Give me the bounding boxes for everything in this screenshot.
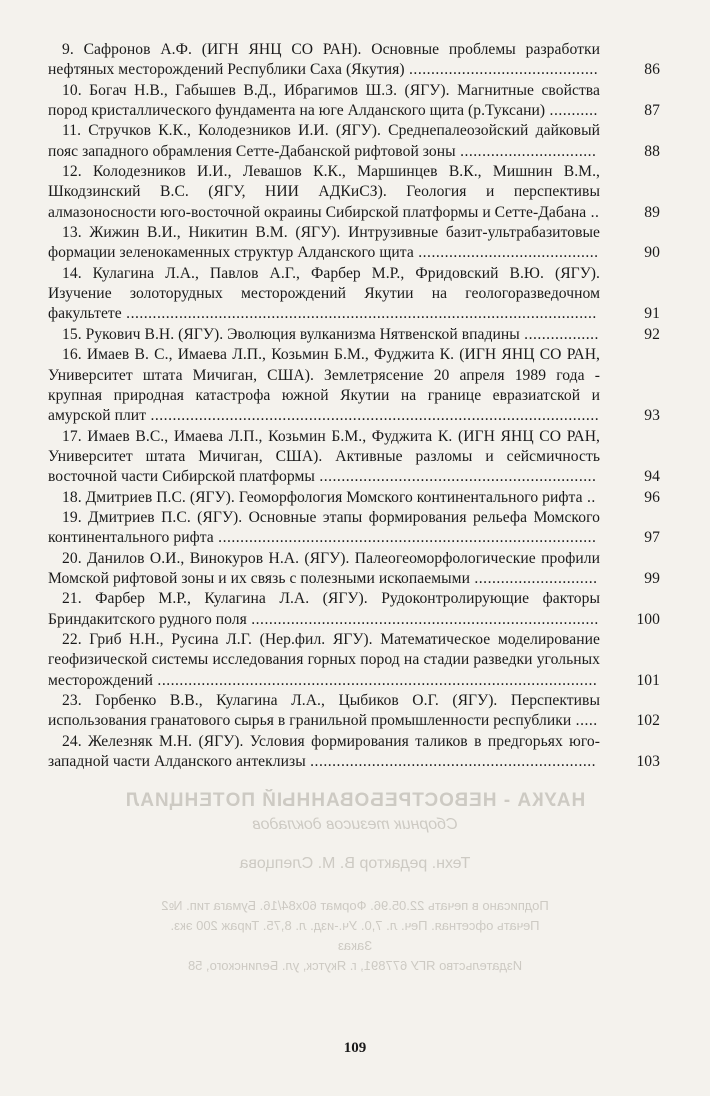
dot-leader: ......................................... [413,244,599,262]
bleed-through-subtitle: Сборник тезисов докладов [252,816,458,833]
toc-entry [48,589,660,630]
toc-entry [48,223,660,264]
page-number: 109 [343,1040,367,1056]
toc-page-number: 87 [644,102,660,120]
dot-leader: ................. [519,325,599,343]
dot-leader: ...................................................................................................... [146,407,600,425]
toc-page-number: 91 [644,305,660,323]
toc-entry-text: 22. Гриб Н.Н., Русина Л.Г. (Нер.фил. ЯГУ). Математическое моделирование геофизической системы исследования горных пород на стадии разведки угольных месторождений [48,630,600,689]
toc-entry-text: 18. Дмитриев П.С. (ЯГУ). Геоморфология Момского континентального рифта [62,488,583,506]
toc-entry-text: 21. Фарбер М.Р., Кулагина Л.А. (ЯГУ). Рудоконтролирующие факторы Бриндакитского рудного поля [48,590,600,628]
toc-entry-text: 16. Имаев В. С., Имаева Л.П., Козьмин Б.М., Фуджита К. (ИГН ЯНЦ СО РАН, Университет штата Мичиган, США). Землетрясение 20 апреля 1989 года - крупная природная катастрофа южной Якутии на границе евразиатской и амурской плит [48,346,600,425]
toc-entry [48,162,660,223]
dot-leader: .. [586,203,600,221]
toc-page-number: 93 [644,407,660,425]
dot-leader: ........................................................................................................... [121,305,597,323]
dot-leader: ........................................... [404,61,599,79]
toc-page-number: 100 [636,610,660,628]
toc-page-number: 97 [644,529,660,547]
toc-entry [48,325,660,345]
toc-entry [48,121,660,162]
toc-entry [48,488,660,508]
toc-entry-text: 24. Железняк М.Н. (ЯГУ). Условия формирования таликов в предгорьях юго-западной части Алданского антеклизы [48,732,600,771]
toc-entry [48,81,660,122]
bleed-through-imprint-line: Заказ [337,938,373,953]
toc-entry-text: 10. Богач Н.В., Габышев В.Д., Ибрагимов Ш.З. (ЯГУ). Магнитные свойства пород кристаллического фундамента на юге Алданского щита (р.Туксани) [48,81,600,120]
toc-entry [48,508,660,549]
bleed-through-title: НАУКА - НЕВОСТРЕБОВАННЫЙ ПОТЕНЦИАЛ [124,790,586,811]
toc-page-number: 90 [644,244,660,262]
toc-entry [48,732,660,773]
dot-leader: .................................................................................................... [153,671,598,689]
toc-page-number: 92 [644,325,660,343]
toc-entry-text: 11. Стручков К.К., Колодезников И.И. (ЯГУ). Среднепалеозойский дайковый пояс западного обрамления Сетте-Дабанской рифтовой зоны [48,122,600,160]
toc-entry [48,345,660,426]
dot-leader: ..... [571,712,598,730]
dot-leader: ........... [545,102,598,120]
toc-entry [48,40,660,81]
bleed-through-imprint-line: Подписано в печать 22.05.96. Формат 60х84/16. Бумага тип. №2 [161,898,549,913]
toc-entry-text: 12. Колодезников И.И., Левашов К.К., Маршинцев В.К., Мишнин В.М., Шкодзинский В.С. (ЯГУ, НИИ АДКиСЗ). Геология и перспективы алмазоносности юго-восточной окраины Сибирской платформы и Сетте-Дабана [48,163,600,221]
toc-entry [48,691,660,732]
toc-entry-text: 13. Жижин В.И., Никитин В.М. (ЯГУ). Интрузивные базит-ультрабазитовые формации зеленокаменных структур Алданского щита [48,224,600,262]
dot-leader: .. [582,488,596,506]
toc-entry-text: 19. Дмитриев П.С. (ЯГУ). Основные этапы формирования рельефа Момского континентального рифта [48,508,600,547]
toc-entry-text: 17. Имаев В.С., Имаева Л.П., Козьмин Б.М., Фуджита К. (ИГН ЯНЦ СО РАН, Университет штата Мичиган, США). Активные разломы и сейсмичность восточной части Сибирской платформы [48,427,600,486]
dot-leader: ............................................................................... [246,610,599,628]
toc-page-number: 99 [644,569,660,587]
toc-entry [48,549,660,590]
toc-entry-text: 14. Кулагина Л.А., Павлов А.Г., Фарбер М.Р., Фридовский В.Ю. (ЯГУ). Изучение золоторудных месторождений Якутии на геологоразведочном факультете [48,264,600,323]
toc-entry-text: 15. Рукович В.Н. (ЯГУ). Эволюция вулканизма Нятвенской впадины [62,325,520,343]
dot-leader: ............................................................... [314,468,597,486]
dot-leader: ............................ [469,569,598,587]
toc-page-number: 101 [636,671,660,689]
toc-page-number: 86 [644,61,660,79]
toc-page-number: 89 [644,203,660,221]
dot-leader: ...................................................................................... [213,529,597,547]
bleed-through-imprint-line: Издательство ЯГУ 677891, г. Якутск, ул. Белинского, 58 [187,958,523,973]
toc-page-number: 102 [636,712,660,730]
toc-page-number: 88 [644,142,660,160]
table-of-contents [48,40,660,772]
bleed-through-imprint-line: Печать офсетная. Печ. л. 7,0. Уч.-изд. л. 8,75. Тираж 200 экз. [170,918,540,933]
toc-entry [48,630,660,691]
toc-page-number: 94 [644,468,660,486]
toc-entry-text: 23. Горбенко В.В., Кулагина Л.А., Цыбиков О.Г. (ЯГУ). Перспективы использования гранатового сырья в гранильной промышленности республики [48,692,600,730]
bleed-through-editor: Техн. редактор В. М. Слепцова [239,855,471,872]
toc-entry [48,427,660,488]
toc-entry-text: 20. Данилов О.И., Винокуров Н.А. (ЯГУ). Палеогеоморфологические профили Момской рифтовой зоны и их связь с полезными ископаемыми [48,549,600,587]
dot-leader: ............................... [455,142,597,160]
toc-entry-text: 9. Сафронов А.Ф. (ИГН ЯНЦ СО РАН). Основные проблемы разработки нефтяных месторождений Республики Саха (Якутия) [48,41,600,79]
toc-entry [48,264,660,325]
dot-leader: ................................................................. [305,753,597,771]
toc-page-number: 103 [636,753,660,771]
toc-page-number: 96 [644,488,660,506]
